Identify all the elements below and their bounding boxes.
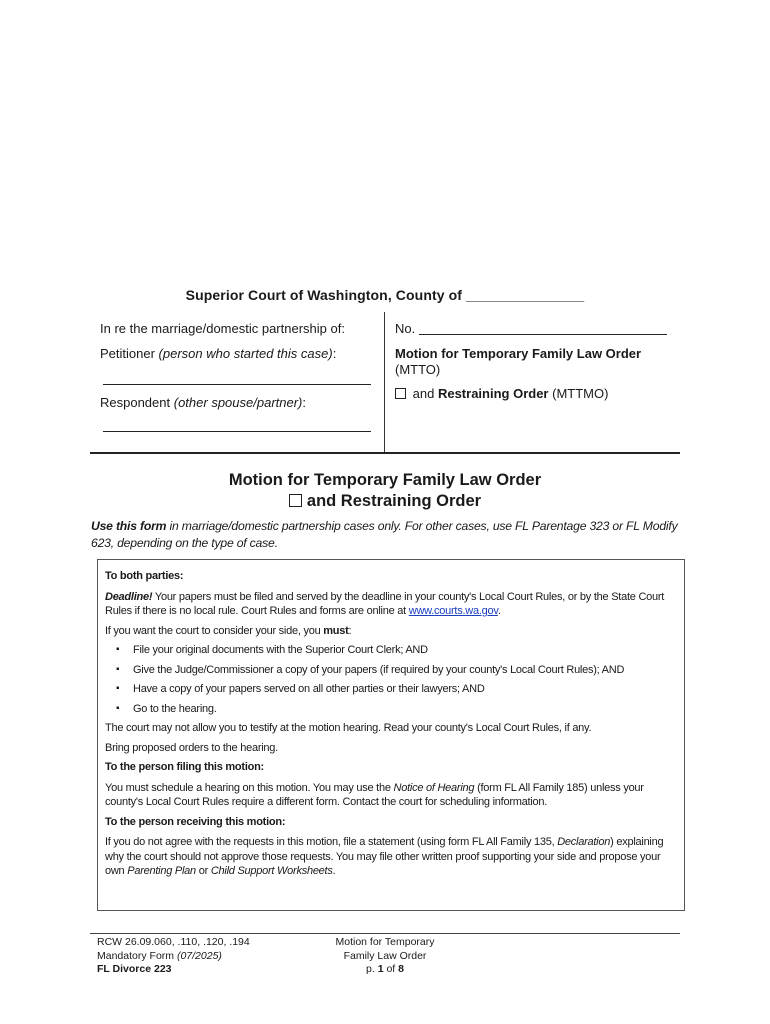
intro-text: Use this form in marriage/domestic partnership cases only. For other cases, use FL Parentage 323 or FL Modify 623, depending on the type of case. [91, 519, 678, 550]
respondent-label: Respondent [100, 395, 171, 410]
instructions-content [105, 569, 681, 884]
case-number-label: No. [395, 321, 416, 336]
form-heading [0, 470, 770, 512]
receiving-heading: To the person receiving this motion: [105, 815, 286, 828]
heading-restraining-checkbox[interactable] [289, 494, 302, 507]
doc-code: (MTTO) [395, 362, 441, 377]
caption-parties [100, 312, 385, 452]
restraining-order-option: and Restraining Order (MTTMO) [395, 386, 608, 401]
respondent-hint: (other spouse/partner) [173, 395, 303, 410]
bring-orders-paragraph: Bring proposed orders to the hearing. [105, 741, 278, 754]
footer-rule [90, 933, 680, 934]
testify-paragraph: The court may not allow you to testify at the motion hearing. Read your county's Local Court Rules, if any. [105, 722, 592, 734]
caption-case-info [395, 312, 680, 452]
case-caption [90, 312, 680, 454]
petitioner-label-line: Petitioner (person who started this case): [100, 346, 337, 361]
both-parties-heading: To both parties: [105, 570, 184, 582]
form-heading-line2: and Restraining Order [0, 491, 770, 512]
filing-heading: To the person filing this motion: [105, 761, 264, 773]
courts-link[interactable]: www.courts.wa.gov [408, 605, 498, 617]
footer-rcw: RCW 26.09.060, .110, .120, .194 [97, 936, 250, 948]
instructions-box [97, 559, 685, 911]
form-heading-line1: Motion for Temporary Family Law Order [228, 471, 542, 489]
caption-divider [384, 312, 385, 452]
filing-paragraph: You must schedule a hearing on this motion. You may use the Notice of Hearing (form FL All Family 185) unless your county's Local Court Rules require a different form. Contact the court for scheduling information. [105, 781, 644, 808]
consider-paragraph: If you want the court to consider your side, you must: [105, 624, 352, 637]
footer-doc-title: Motion for Temporary Family Law Order p. 1 of 8 [300, 936, 470, 977]
respondent-label-line: Respondent (other spouse/partner): [100, 395, 306, 410]
respondent-name-line[interactable] [103, 431, 371, 432]
petitioner-hint: (person who started this case) [158, 346, 333, 361]
list-item: ▪ File your original documents with the Superior Court Clerk; AND [133, 643, 681, 658]
case-number-row [395, 321, 667, 336]
restraining-checkbox[interactable] [395, 388, 406, 399]
footer-form-code: FL Divorce 223 [97, 963, 172, 975]
petitioner-name-line[interactable] [103, 384, 371, 385]
in-re-label: In re the marriage/domestic partnership of: [100, 321, 345, 336]
requirements-list [105, 643, 681, 716]
list-item: ▪ Give the Judge/Commissioner a copy of your papers (if required by your county's Local Court Rules); AND [133, 663, 681, 678]
case-number-field[interactable] [419, 322, 667, 335]
deadline-paragraph: Deadline! Your papers must be filed and served by the deadline in your county's Local Court Rules, or by the State Court Rules if there is no local rule. Court Rules and forms are online at www.courts.wa.gov. [105, 590, 665, 617]
receiving-paragraph: If you do not agree with the requests in this motion, file a statement (using form FL All Family 135, Declaration) explaining why the court should not approve those requests. You may file other written proof supporting your side and propose your own Parenting Plan or Child Support Worksheets. [105, 836, 664, 877]
footer-form-info [97, 936, 250, 977]
list-item: ▪ Go to the hearing. [133, 702, 681, 717]
petitioner-label: Petitioner [100, 346, 155, 361]
list-item: ▪ Have a copy of your papers served on all other parties or their lawyers; AND [133, 682, 681, 697]
caption-bottom-rule [90, 452, 680, 454]
page-number: p. 1 of 8 [366, 963, 404, 975]
restraining-label: Restraining Order [437, 386, 549, 401]
footer-mandatory: Mandatory Form (07/2025) [97, 949, 222, 962]
court-title: Superior Court of Washington, County of _______________ [185, 287, 585, 303]
doc-title: Motion for Temporary Family Law Order [395, 346, 642, 361]
